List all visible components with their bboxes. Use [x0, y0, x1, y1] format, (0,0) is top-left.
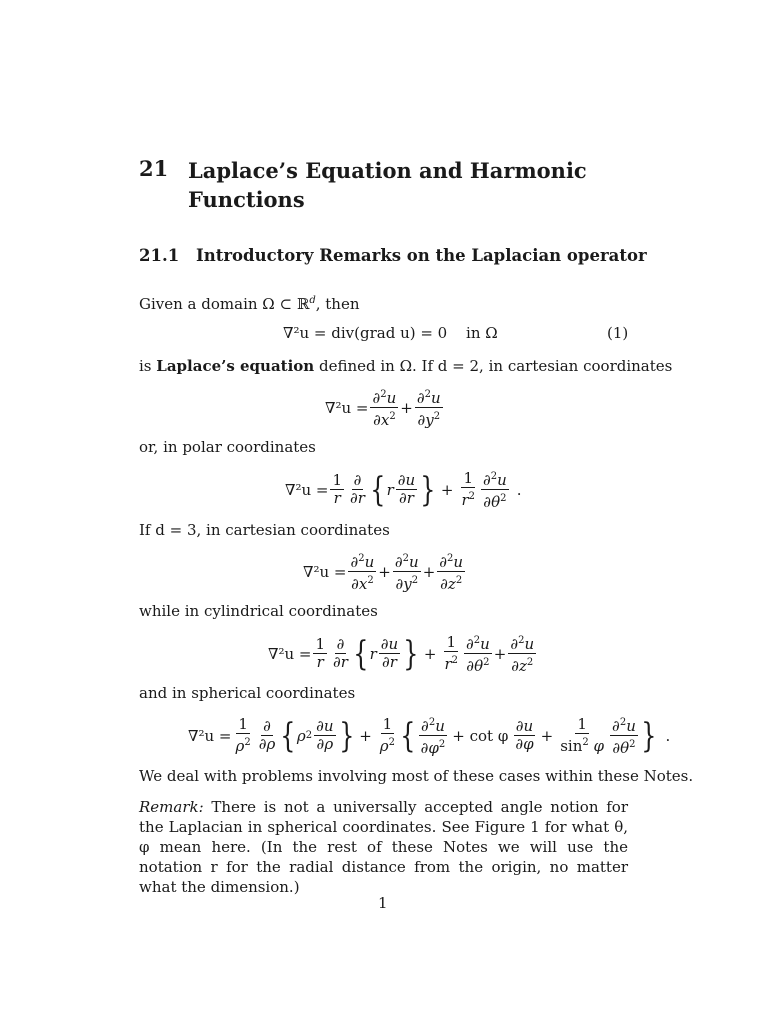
- remark-body: There is not a universally accepted angle notion for the Laplacian in spherical coordinates. See Figure 1 for what θ, φ mean here. (In the rest of these Notes we will use the notation r for the radial distance from the origin, no matter what the dimension.): [139, 798, 628, 896]
- text-given-b: , then: [315, 295, 360, 313]
- chapter-title: Laplace’s Equation and Harmonic Functions: [188, 158, 587, 212]
- paragraph-deal: We deal with problems involving most of these cases within these Notes.: [139, 767, 694, 785]
- frac-d2u-dx2: $\frac{\partial^2u}{\partial x^2}$: [348, 550, 376, 593]
- eq-lap: ∇²u =: [285, 480, 329, 499]
- eq-plus: +: [440, 480, 454, 499]
- paragraph-d3: If d = 3, in cartesian coordinates: [139, 521, 390, 539]
- text-laplace-rest: defined in Ω. If d = 2, in cartesian coordinates: [314, 357, 673, 375]
- text-is: is: [139, 357, 157, 375]
- frac-d2u-dy2: $\frac{\partial^2u}{\partial y^2}$: [415, 386, 443, 429]
- eq-dot: .: [516, 480, 522, 499]
- text-given-a: Given a domain Ω ⊂ ℝ: [139, 295, 310, 313]
- frac-1-over-rho2: $\frac{1}{\rho^2}$: [235, 715, 251, 755]
- frac-d-dr: $\frac{\partial}{\partial r}$: [350, 471, 365, 507]
- eq-dot: .: [665, 726, 671, 745]
- section-title: Introductory Remarks on the Laplacian operator: [196, 246, 647, 265]
- eq-plus: +: [422, 562, 436, 581]
- eq-plus: +: [378, 562, 391, 581]
- frac-du-dphi: $\frac{\partial u}{\partial\varphi}$: [515, 717, 534, 753]
- frac-1-over-r2: $\frac{1}{r^2}$: [444, 633, 458, 673]
- frac-d-drho: $\frac{\partial}{\partial\rho}$: [258, 717, 276, 753]
- paragraph-given: [139, 291, 359, 314]
- frac-du-dr: $\frac{\partial u}{\partial r}$: [397, 471, 416, 507]
- paragraph-cylindrical: while in cylindrical coordinates: [139, 602, 378, 620]
- equation-cylindrical: ∇²u = $\frac{1}{r}$ $\frac{\partial}{\partial r}$ { r $\frac{\partial u}{\partial r}$ } + $\frac{1}{r^2}$ $\frac{\partial^2u}{\partial\theta^2}$ + $\frac{\partial^2u}{\partial z^2}$: [268, 633, 535, 675]
- equation-2d-cartesian: [325, 386, 445, 429]
- section-number: 21.1: [139, 246, 180, 265]
- remark-label: Remark:: [139, 798, 204, 816]
- frac-d2u-dy2: $\frac{\partial^2u}{\partial y^2}$: [393, 550, 421, 593]
- eq-lap: ∇²u =: [325, 398, 369, 417]
- eq-plus: +: [423, 644, 437, 663]
- page-number: 1: [378, 894, 388, 912]
- eq-lap: ∇²u =: [303, 562, 347, 581]
- eq1-domain: in Ω: [466, 324, 498, 342]
- paragraph-remark: [139, 797, 628, 897]
- frac-d2u-dz2: $\frac{\partial^2u}{\partial z^2}$: [508, 632, 536, 675]
- equation-polar: ∇²u = $\frac{1}{r}$ $\frac{\partial}{\partial r}$ { r $\frac{\partial u}{\partial r}$ } + $\frac{1}{r^2}$ $\frac{\partial^2u}{\partial\theta^2}$ .: [285, 469, 522, 511]
- frac-du-dr: $\frac{\partial u}{\partial r}$: [380, 635, 399, 671]
- frac-d2u-dtheta2: $\frac{\partial^2u}{\partial\theta^2}$: [610, 714, 638, 757]
- equation-3d-cartesian: [303, 550, 467, 593]
- equation-1: [283, 323, 498, 343]
- frac-d-dr: $\frac{\partial}{\partial r}$: [333, 635, 348, 671]
- eq-plus: +: [400, 398, 413, 417]
- sup-d: d: [309, 295, 316, 306]
- frac-1-over-r: $\frac{1}{r}$: [332, 471, 343, 507]
- frac-1-over-r2: $\frac{1}{r^2}$: [461, 469, 475, 509]
- frac-du-drho: $\frac{\partial u}{\partial\rho}$: [316, 717, 334, 753]
- eq-plus: +: [359, 726, 372, 745]
- paragraph-laplace: [139, 356, 672, 376]
- chapter-number: 21: [139, 156, 169, 181]
- eq-lap: ∇²u =: [268, 644, 312, 663]
- frac-1-over-rho2: $\frac{1}{\rho^2}$: [379, 715, 395, 755]
- eq-cot-phi: + cot φ: [452, 726, 509, 745]
- paragraph-polar: or, in polar coordinates: [139, 438, 316, 456]
- frac-d2u-dtheta2: $\frac{\partial^2u}{\partial\theta^2}$: [464, 632, 492, 675]
- frac-d2u-dtheta2: $\frac{\partial^2u}{\partial\theta^2}$: [481, 468, 509, 511]
- text-laplace-bold: Laplace’s equation: [156, 357, 315, 375]
- frac-d2u-dx2: $\frac{\partial^2u}{\partial x^2}$: [370, 386, 398, 429]
- eq-plus: +: [540, 726, 554, 745]
- eq1-lhs: ∇²u = div(grad u) = 0: [283, 324, 448, 342]
- eq-lap: ∇²u =: [188, 726, 232, 745]
- frac-d2u-dz2: $\frac{\partial^2u}{\partial z^2}$: [437, 550, 465, 593]
- equation-spherical: ∇²u = $\frac{1}{\rho^2}$ $\frac{\partial}{\partial\rho}$ { ρ 2 $\frac{\partial u}{\partial\rho}$ } + $\frac{1}{\rho^2}$ { $\frac{\partial^2u}{\partial\varphi^2}$ + cot φ $\frac{\partial u}{\partial\varphi}$ + $\frac{1}{\sin^2 \varphi}$ $\frac{\partial^2u}{\partial\theta^2}$ } .: [188, 715, 671, 757]
- eq-plus: +: [493, 644, 507, 663]
- frac-d2u-dphi2: $\frac{\partial^2u}{\partial\varphi^2}$: [419, 714, 448, 757]
- paragraph-spherical: and in spherical coordinates: [139, 684, 356, 702]
- frac-1-over-sin2phi: $\frac{1}{\sin^2 \varphi}$: [560, 715, 605, 755]
- equation-number-1: (1): [607, 324, 629, 342]
- frac-1-over-r: $\frac{1}{r}$: [315, 635, 326, 671]
